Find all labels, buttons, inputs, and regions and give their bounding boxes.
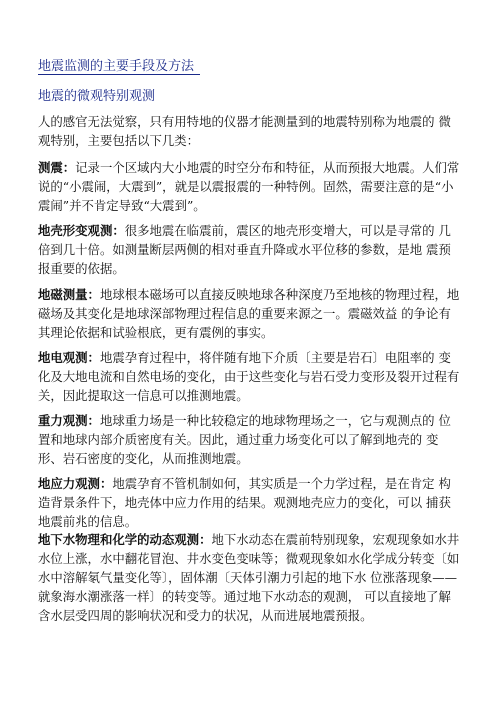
paragraph-term: 重力观测： (38, 413, 100, 428)
paragraph-groundwater (38, 530, 463, 625)
paragraph-text: 地震孕育过程中，将伴随有地下介质〔主要是岩石〕电阻率的 变化及大地电流和自然电场的变化，由于这些变化与岩石受力变形及裂开过程有关，因此提取这一信息可以推测地震。 (38, 350, 460, 403)
paragraph-text: 地球根本磁场可以直接反映地球各种深度乃至地核的物理过程，地磁场及其变化是地球深部物理过程信息的重要来源之一。震磁效益 的争论有其理论依据和试验根底，更有震例的事实。 (38, 287, 460, 340)
paragraph-text: 记录一个区域内大小地震的时空分布和特征，从而预报大地震。人们常说的“小震闹，大震到”，就是以震报震的一种特例。固然，需要注意的是“小震闹”并不肯定导致“大震到”。 (38, 160, 460, 213)
paragraph-term: 地壳形变观测： (38, 223, 125, 238)
document-title: 地震监测的主要手段及方法 (38, 59, 195, 74)
title-underline (38, 74, 200, 75)
paragraph-text: 地球重力场是一种比较稳定的地球物理场之一，它与观测点的 位置和地球内部介质密度有关。因此，通过重力场变化可以了解到地壳的 变形、岩石密度的变化，从而推测地震。 (38, 413, 451, 466)
paragraph-term: 地磁测量： (38, 287, 100, 302)
paragraph-crustal-deformation (38, 221, 463, 278)
paragraph-seismic (38, 158, 463, 215)
paragraph-term: 地电观测： (38, 350, 100, 365)
paragraph-term: 测震： (38, 160, 76, 175)
paragraph-geomagnetic (38, 285, 463, 342)
paragraph-text: 地震孕育不管机制如何，其实质是一个力学过程，是在肯定 构造背景条件下，地壳体中应力作用的结果。观测地壳应力的变化，可以 捕获地震前兆的信息。 (38, 476, 451, 529)
paragraph-term: 地下水物理和化学的动态观测： (38, 532, 212, 547)
paragraph-ground-stress (38, 474, 463, 531)
paragraph-text: 地下水动态在震前特别现象，宏观现象如水井水位上涨，水中翻花冒泡、井水变色变味等；微观现象如水化学成分转变〔如水中溶解氡气量变化等〕，固体潮〔天体引潮力引起的地下水 位涨落现象——就象海水潮涨落一样〕的转变等。通过地下水动态的观测， 可以直接地了解含水层受四周的影响状况和受力的状况，从而进展地震预报。 (38, 532, 460, 623)
paragraph-geoelectric (38, 348, 463, 405)
paragraph-term: 地应力观测： (38, 476, 113, 491)
paragraph-gravity (38, 411, 463, 468)
intro-paragraph: 人的感官无法觉察，只有用特地的仪器才能测量到的地震特别称为地震的 微观特别，主要包括以下几类： (38, 114, 451, 148)
paragraph-text: 很多地震在临震前，震区的地壳形变增大，可以是寻常的 几倍到几十倍。如测量断层两侧的相对垂直升降或水平位移的参数，是地 震预报重要的依据。 (38, 223, 451, 276)
section-heading: 地震的微观特别观测 (38, 89, 156, 104)
